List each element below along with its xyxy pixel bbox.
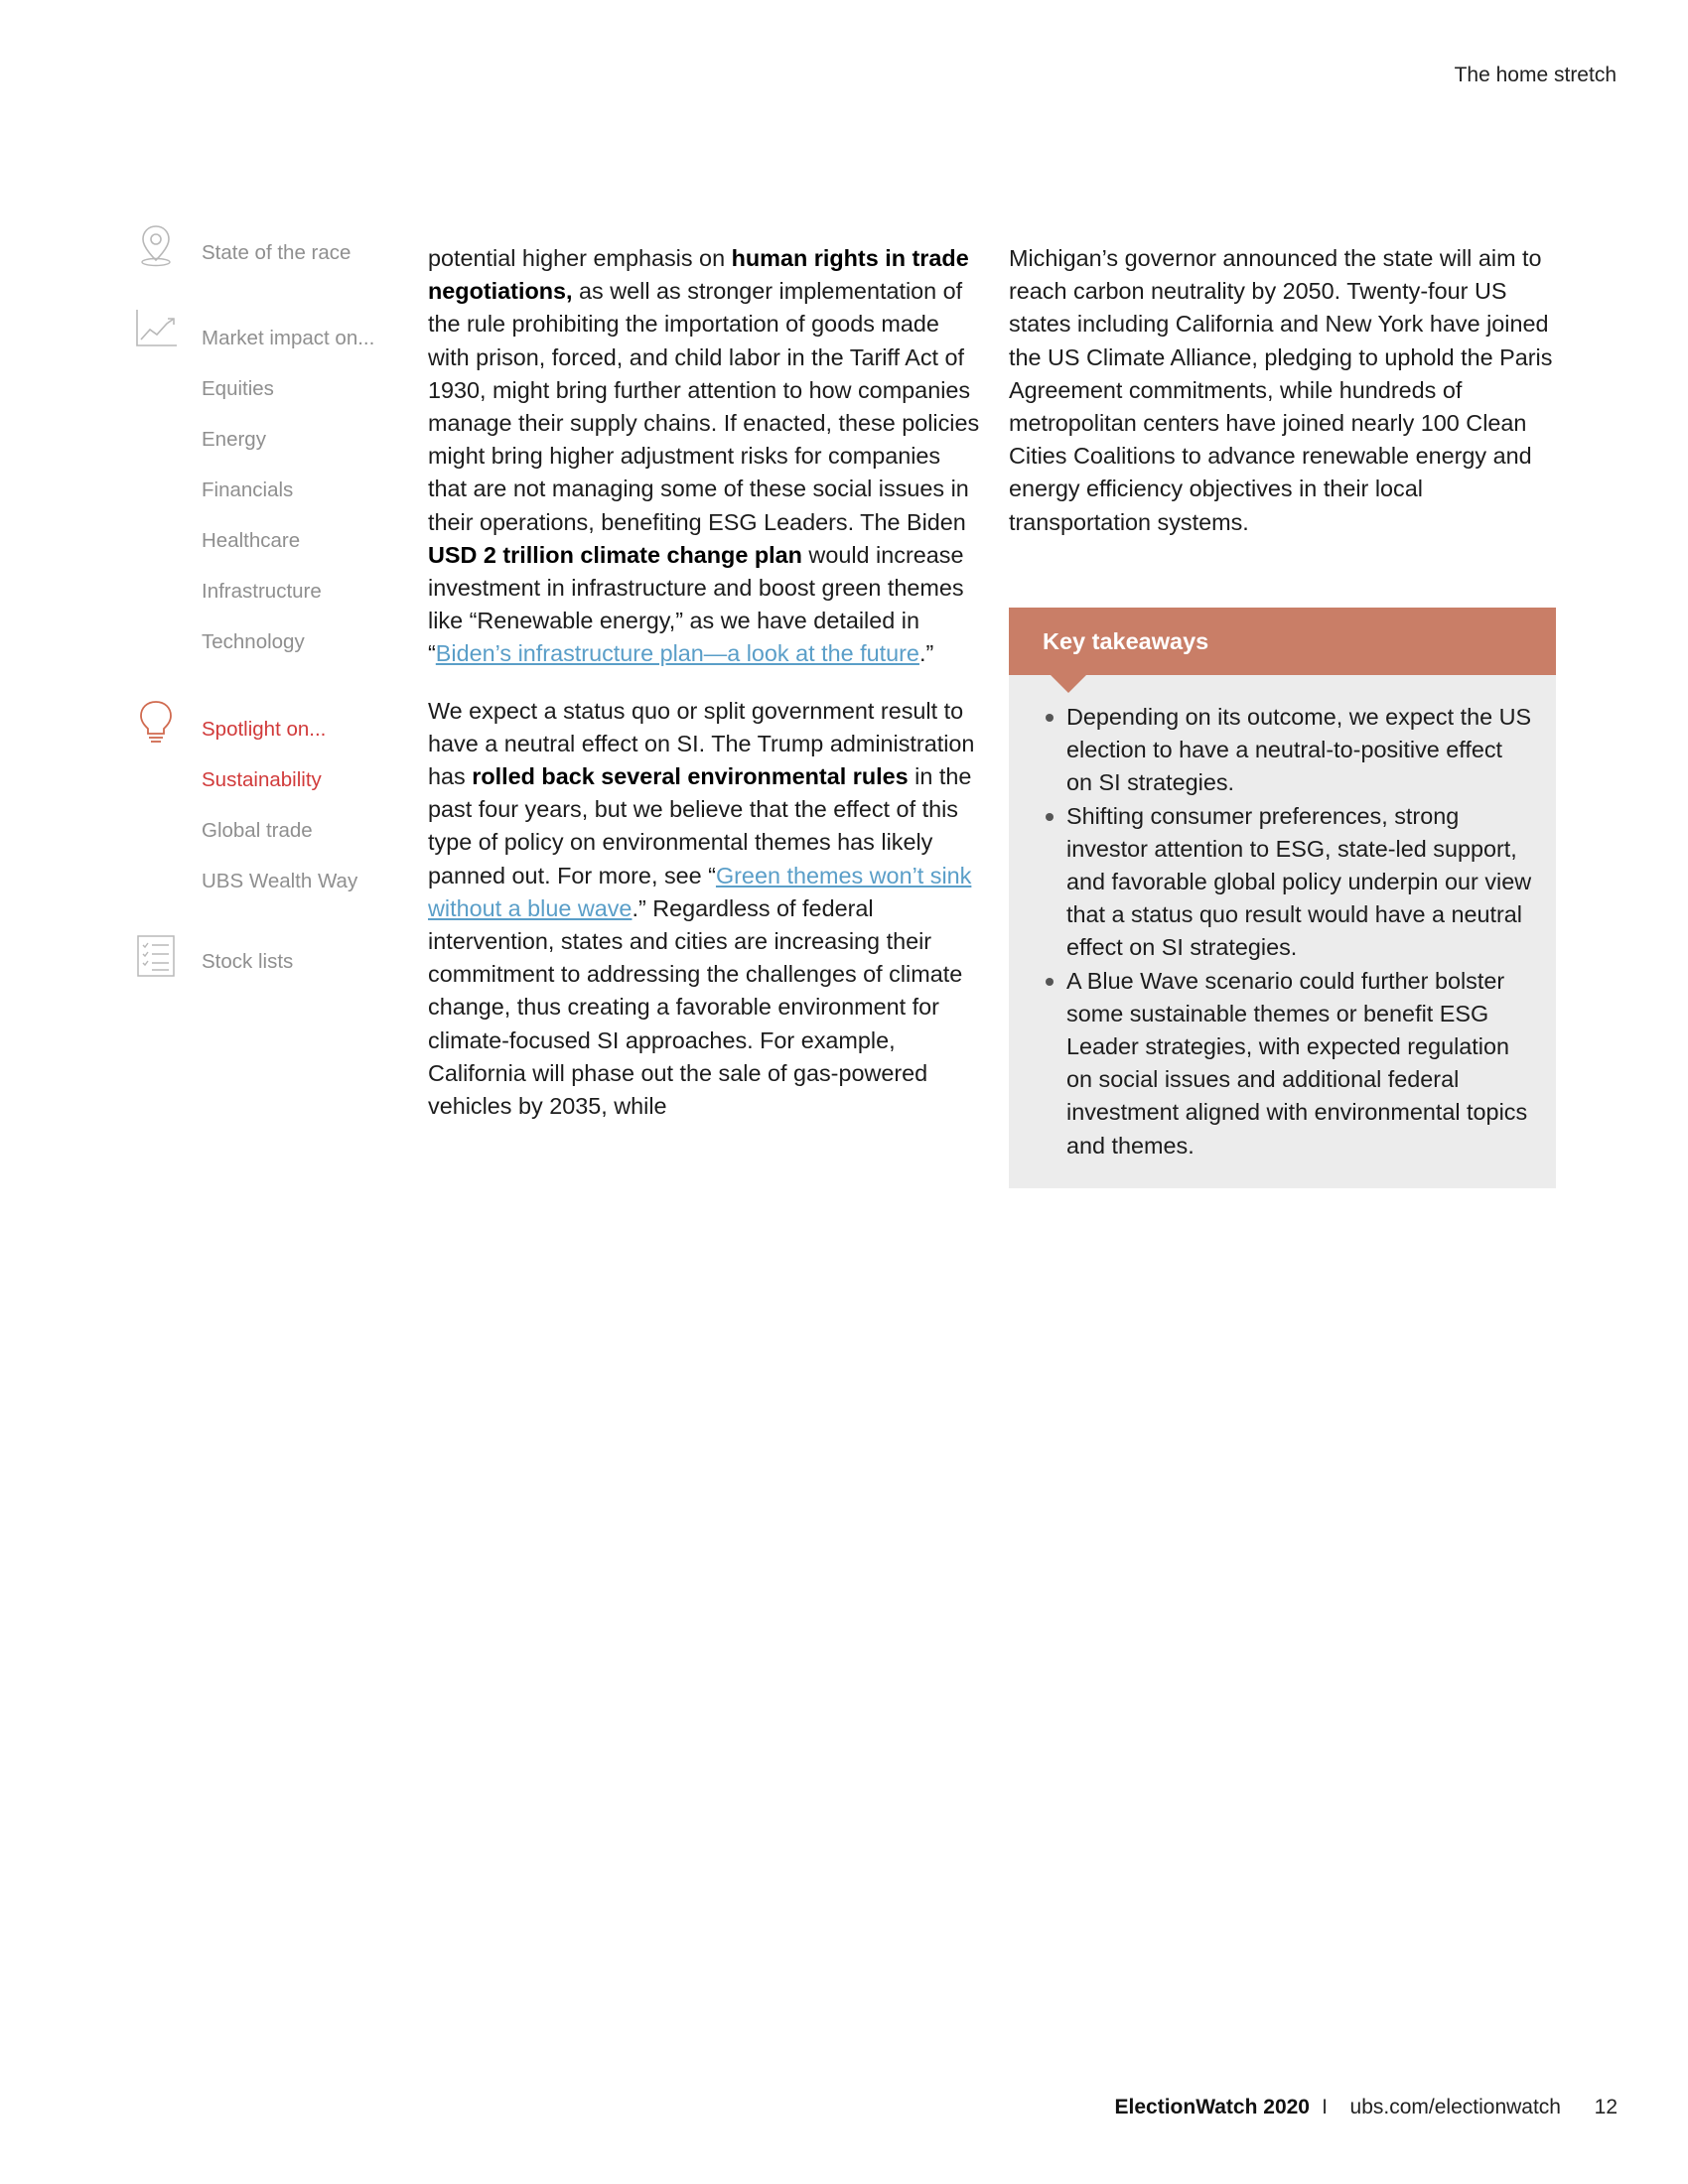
body-text: potential higher emphasis on <box>428 245 732 271</box>
body-paragraph: Michigan’s governor announced the state will aim to reach carbon neutrality by 2050. Twenty-four US states including California and New York have joined the US Climate Alliance, pledging to uphold the Paris Agreement commitments, while hundreds of metropolitan centers have joined nearly 100 Clean Cities Coalitions to advance renewable energy and energy efficiency objectives in their local transportation systems. <box>1009 245 1553 535</box>
list-item-text: A Blue Wave scenario could further bolster some sustainable themes or benefit ESG Leader strategies, with expected regulation on social issues and additional federal investment aligned with environmental topics and themes. <box>1066 967 1528 1159</box>
sidebar-item-healthcare[interactable]: Healthcare <box>202 529 301 552</box>
nav-group-spotlight <box>129 705 407 937</box>
sidebar-item-market-impact[interactable]: Market impact on... <box>202 327 375 349</box>
bullet-icon <box>1046 714 1054 722</box>
page-number: 12 <box>1594 2096 1618 2118</box>
footer-separator: I <box>1322 2096 1328 2118</box>
body-paragraph <box>428 242 984 671</box>
body-text: We expect a status quo or split government result to have a neutral effect on SI. The Trump administration has <box>428 697 975 790</box>
sidebar-item-spotlight-on[interactable]: Spotlight on... <box>202 718 327 741</box>
line-chart-icon <box>133 306 179 351</box>
body-text: .” Regardless of federal intervention, states and cities are increasing their commitment to addressing the challenges of climate change, thus creating a favorable environment for climate-focused SI approaches. For example, California will phase out the sale of gas-powered vehicles by 2035, while <box>428 894 963 1120</box>
list-item <box>1066 965 1532 1162</box>
nav-group-stock-lists <box>129 937 407 997</box>
link-green-themes[interactable]: Green themes won’t sink without a blue wave <box>428 862 972 921</box>
sidebar-item-equities[interactable]: Equities <box>202 377 274 400</box>
body-column-left <box>428 242 984 1123</box>
sidebar-item-sustainability[interactable]: Sustainability <box>202 768 322 791</box>
sidebar-item-energy[interactable]: Energy <box>202 428 266 451</box>
bold-phrase: USD 2 trillion climate change plan <box>428 541 802 568</box>
link-biden-infrastructure-plan[interactable]: Biden’s infrastructure plan—a look at the future <box>435 640 919 667</box>
sidebar-item-ubs-wealth-way[interactable]: UBS Wealth Way <box>202 870 358 892</box>
body-text: would increase investment in infrastructure and boost green themes like “Renewable energy,” as we have detailed in “ <box>428 541 964 667</box>
page-footer <box>0 2096 1688 2125</box>
footer-url-link[interactable]: ubs.com/electionwatch <box>1349 2096 1561 2118</box>
sidebar-item-technology[interactable]: Technology <box>202 630 305 653</box>
key-takeaways-list <box>1009 675 1556 1162</box>
location-pin-icon <box>133 222 179 268</box>
key-takeaways-box <box>1009 608 1556 1188</box>
sidebar-item-global-trade[interactable]: Global trade <box>202 819 313 842</box>
footer-brand: ElectionWatch 2020 <box>1114 2096 1310 2118</box>
nav-group-market-impact <box>129 312 407 705</box>
list-item <box>1066 701 1532 800</box>
checklist-icon <box>133 933 179 979</box>
sidebar-item-financials[interactable]: Financials <box>202 478 294 501</box>
key-takeaways-title: Key takeaways <box>1009 608 1556 675</box>
bold-phrase: rolled back several environmental rules <box>472 763 909 790</box>
bold-phrase: human rights in trade negotiations, <box>428 245 969 305</box>
body-text: as well as stronger implementation of the rule prohibiting the importation of goods made with prison, forced, and child labor in the Tariff Act of 1930, might bring further attention to how companies manage their supply chains. If enacted, these policies might bring higher adjustment risks for companies that are not managing some of these social issues in their operations, benefiting ESG Leaders. The Biden <box>428 278 980 535</box>
body-text: .” <box>918 640 934 667</box>
paragraph-spacer <box>428 671 984 695</box>
section-sidebar-nav <box>129 226 407 997</box>
sidebar-item-infrastructure[interactable]: Infrastructure <box>202 580 322 603</box>
sidebar-item-state-of-the-race[interactable]: State of the race <box>202 241 352 264</box>
bullet-icon <box>1046 813 1054 821</box>
body-paragraph <box>428 695 984 1124</box>
body-text: in the past four years, but we believe that the effect of this type of policy on environmental themes has likely panned out. For more, see “ <box>428 763 972 888</box>
running-header-title: The home stretch <box>1454 64 1617 86</box>
list-item-text: Shifting consumer preferences, strong investor attention to ESG, state-led support, and favorable global policy underpin our view that a status quo result would have a neutral effect on SI strategies. <box>1066 802 1532 961</box>
bullet-icon <box>1046 978 1054 986</box>
body-column-right <box>1009 242 1565 539</box>
nav-group-state-of-race <box>129 226 407 312</box>
list-item-text: Depending on its outcome, we expect the US election to have a neutral-to-positive effect on SI strategies. <box>1066 704 1532 796</box>
sidebar-item-stock-lists[interactable]: Stock lists <box>202 950 294 973</box>
lightbulb-icon <box>133 699 179 745</box>
list-item <box>1066 800 1532 965</box>
